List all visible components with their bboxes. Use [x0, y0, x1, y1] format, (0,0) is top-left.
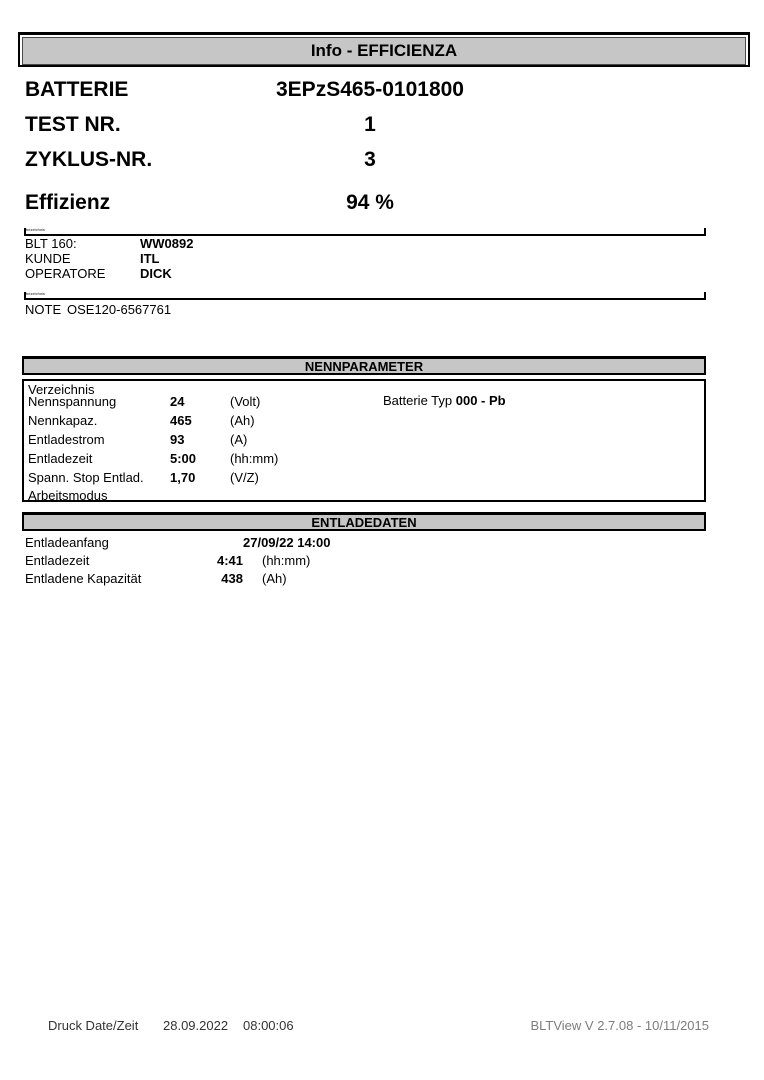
summary-value-zyklus-nr: 3 — [364, 148, 376, 171]
note-value: OSE120-6567761 — [67, 302, 172, 317]
param-post-label: Arbeitsmodus — [28, 488, 108, 503]
section-header-entladedaten: ENTLADEDATEN — [22, 512, 706, 531]
summary-label-zyklus-nr: ZYKLUS-NR. — [25, 148, 153, 171]
discharge-label-kapazitaet: Entladene Kapazität — [25, 571, 142, 586]
separator-right-tick — [704, 292, 706, 298]
param-unit-entladestrom: (A) — [230, 432, 248, 447]
param-value-nennkapaz: 465 — [170, 413, 192, 428]
param-unit-nennspannung: (Volt) — [230, 394, 261, 409]
param-value-spann-stop: 1,70 — [170, 470, 196, 485]
battery-type-value: 000 - Pb — [455, 393, 506, 408]
separator-micro-caption: bezeichnis — [26, 291, 45, 296]
param-pre-label: Verzeichnis — [28, 382, 95, 397]
footer-print-label: Druck Date/Zeit — [48, 1018, 139, 1033]
separator-micro-caption: bezeichnis — [26, 227, 45, 232]
param-unit-entladezeit: (hh:mm) — [230, 451, 279, 466]
param-label-entladezeit: Entladezeit — [28, 451, 93, 466]
section-header-nennparameter: NENNPARAMETER — [22, 356, 706, 375]
discharge-value-entladezeit: 4:41 — [216, 553, 243, 568]
info-label-operatore: OPERATORE — [25, 266, 106, 281]
discharge-unit-kapazitaet: (Ah) — [262, 571, 287, 586]
info-value-operatore: DICK — [140, 266, 172, 281]
summary-value-batterie: 3EPzS465-0101800 — [276, 78, 464, 101]
param-label-spann-stop: Spann. Stop Entlad. — [28, 470, 144, 485]
param-unit-nennkapaz: (Ah) — [230, 413, 255, 428]
nennparameter-box — [22, 379, 706, 502]
param-label-entladestrom: Entladestrom — [28, 432, 105, 447]
report-title: Info - EFFICIENZA — [22, 37, 746, 65]
summary-label-effizienz: Effizienz — [25, 191, 111, 214]
param-unit-spann-stop: (V/Z) — [230, 470, 259, 485]
footer-version: BLTView V 2.7.08 - 10/11/2015 — [530, 1018, 709, 1033]
discharge-value-kapazitaet: 438 — [221, 571, 243, 586]
param-value-entladezeit: 5:00 — [170, 451, 197, 466]
info-label-kunde: KUNDE — [25, 251, 71, 266]
footer-print-date: 28.09.2022 — [163, 1018, 229, 1033]
discharge-unit-entladezeit: (hh:mm) — [262, 553, 311, 568]
param-label-nennkapaz: Nennkapaz. — [28, 413, 98, 428]
summary-value-effizienz: 94 % — [346, 191, 394, 214]
discharge-value-entladeanfang: 27/09/22 14:00 — [243, 535, 331, 550]
info-value-kunde: ITL — [140, 251, 160, 266]
separator-right-tick — [704, 228, 706, 234]
summary-value-test-nr: 1 — [364, 113, 376, 136]
battery-type — [383, 393, 506, 408]
separator-line — [24, 225, 706, 236]
param-value-entladestrom: 93 — [170, 432, 185, 447]
footer-print-time: 08:00:06 — [243, 1018, 294, 1033]
battery-type-label: Batterie Typ — [383, 393, 456, 408]
summary-label-test-nr: TEST NR. — [25, 113, 121, 136]
separator-line — [24, 289, 706, 300]
summary-label-batterie: BATTERIE — [25, 78, 129, 101]
discharge-label-entladeanfang: Entladeanfang — [25, 535, 109, 550]
param-label-nennspannung: Nennspannung — [28, 394, 117, 409]
discharge-label-entladezeit: Entladezeit — [25, 553, 90, 568]
report-title-bar — [18, 32, 750, 67]
param-value-nennspannung: 24 — [170, 394, 185, 409]
info-label-blt160: BLT 160: — [25, 236, 77, 251]
info-value-blt160: WW0892 — [140, 236, 194, 251]
note-label: NOTE — [25, 302, 62, 317]
